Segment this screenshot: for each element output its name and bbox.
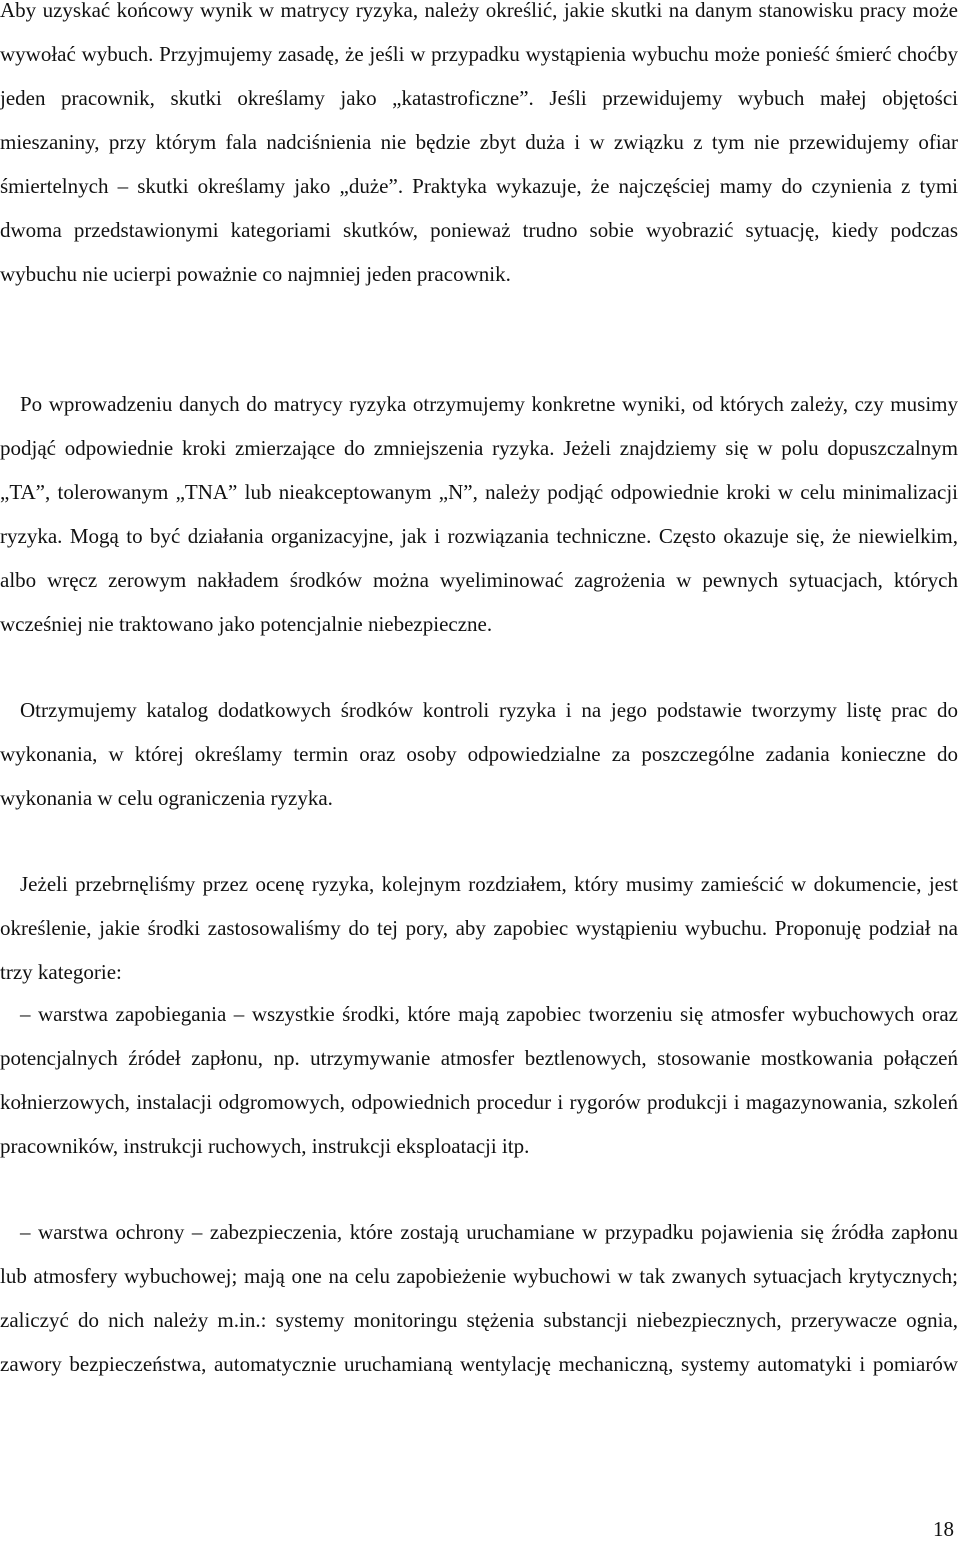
list-item-protection-layer: – warstwa ochrony – zabezpieczenia, które zostają uruchamiane w przypadku pojawienia się źródła zapłonu lub atmosfery wybuchowej; mają one na celu zapobieżenie wybuchowi w tak zwanych sytuacjach krytycznych; zaliczyć do nich należy m.in.: systemy monitoringu stężenia substancji niebezpiecznych, przerywacze ognia, zawory bezpieczeństwa, automatycznie uruchamianą wentylację mechaniczną, systemy automatyki i pomiarów [0, 1220, 958, 1376]
page-number: 18 [933, 1517, 954, 1541]
paragraph-applied-measures-intro: Jeżeli przebrnęliśmy przez ocenę ryzyka, kolejnym rozdziałem, który musimy zamieścić w dokumencie, jest określenie, jakie środki zastosowaliśmy do tej pory, aby zapobiec wystąpieniu wybuchu. Proponuję podział na trzy kategorie: [0, 872, 958, 984]
paragraph-control-measures-catalog: Otrzymujemy katalog dodatkowych środków kontroli ryzyka i na jego podstawie tworzymy listę prac do wykonania, w której określamy termin oraz osoby odpowiedzialne za poszczególne zadania konieczne do wykonania w celu ograniczenia ryzyka. [0, 698, 958, 810]
paragraph-risk-matrix-results: Po wprowadzeniu danych do matrycy ryzyka otrzymujemy konkretne wyniki, od których zależy, czy musimy podjąć odpowiednie kroki zmierzające do zmniejszenia ryzyka. Jeżeli znajdziemy się w polu dopuszczalnym „TA”, tolerowanym „TNA” lub nieakceptowanym „N”, należy podjąć odpowiednie kroki w celu minimalizacji ryzyka. Mogą to być działania organizacyjne, jak i rozwiązania techniczne. Często okazuje się, że niewielkim, albo wręcz zerowym nakładem środków można wyeliminować zagrożenia w pewnych sytuacjach, których wcześniej nie traktowano jako potencjalnie niebezpieczne. [0, 392, 958, 636]
paragraph-explosion-consequences: Aby uzyskać końcowy wynik w matrycy ryzyka, należy określić, jakie skutki na danym stanowisku pracy może wywołać wybuch. Przyjmujemy zasadę, że jeśli w przypadku wystąpienia wybuchu może ponieść śmierć choćby jeden pracownik, skutki określamy jako „katastroficzne”. Jeśli przewidujemy wybuch małej objętości mieszaniny, przy którym fala nadciśnienia nie będzie zbyt duża i w związku z tym nie przewidujemy ofiar śmiertelnych – skutki określamy jako „duże”. Praktyka wykazuje, że najczęściej mamy do czynienia z tymi dwoma przedstawionymi kategoriami skutków, ponieważ trudno sobie wyobrazić sytuację, kiedy podczas wybuchu nie ucierpi poważnie co najmniej jeden pracownik. [0, 0, 958, 286]
list-item-prevention-layer: – warstwa zapobiegania – wszystkie środki, które mają zapobiec tworzeniu się atmosfer wybuchowych oraz potencjalnych źródeł zapłonu, np. utrzymywanie atmosfer beztlenowych, stosowanie mostkowania połączeń kołnierzowych, instalacji odgromowych, odpowiednich procedur i rygorów produkcji i magazynowania, szkoleń pracowników, instrukcji ruchowych, instrukcji eksploatacji itp. [0, 1002, 958, 1158]
